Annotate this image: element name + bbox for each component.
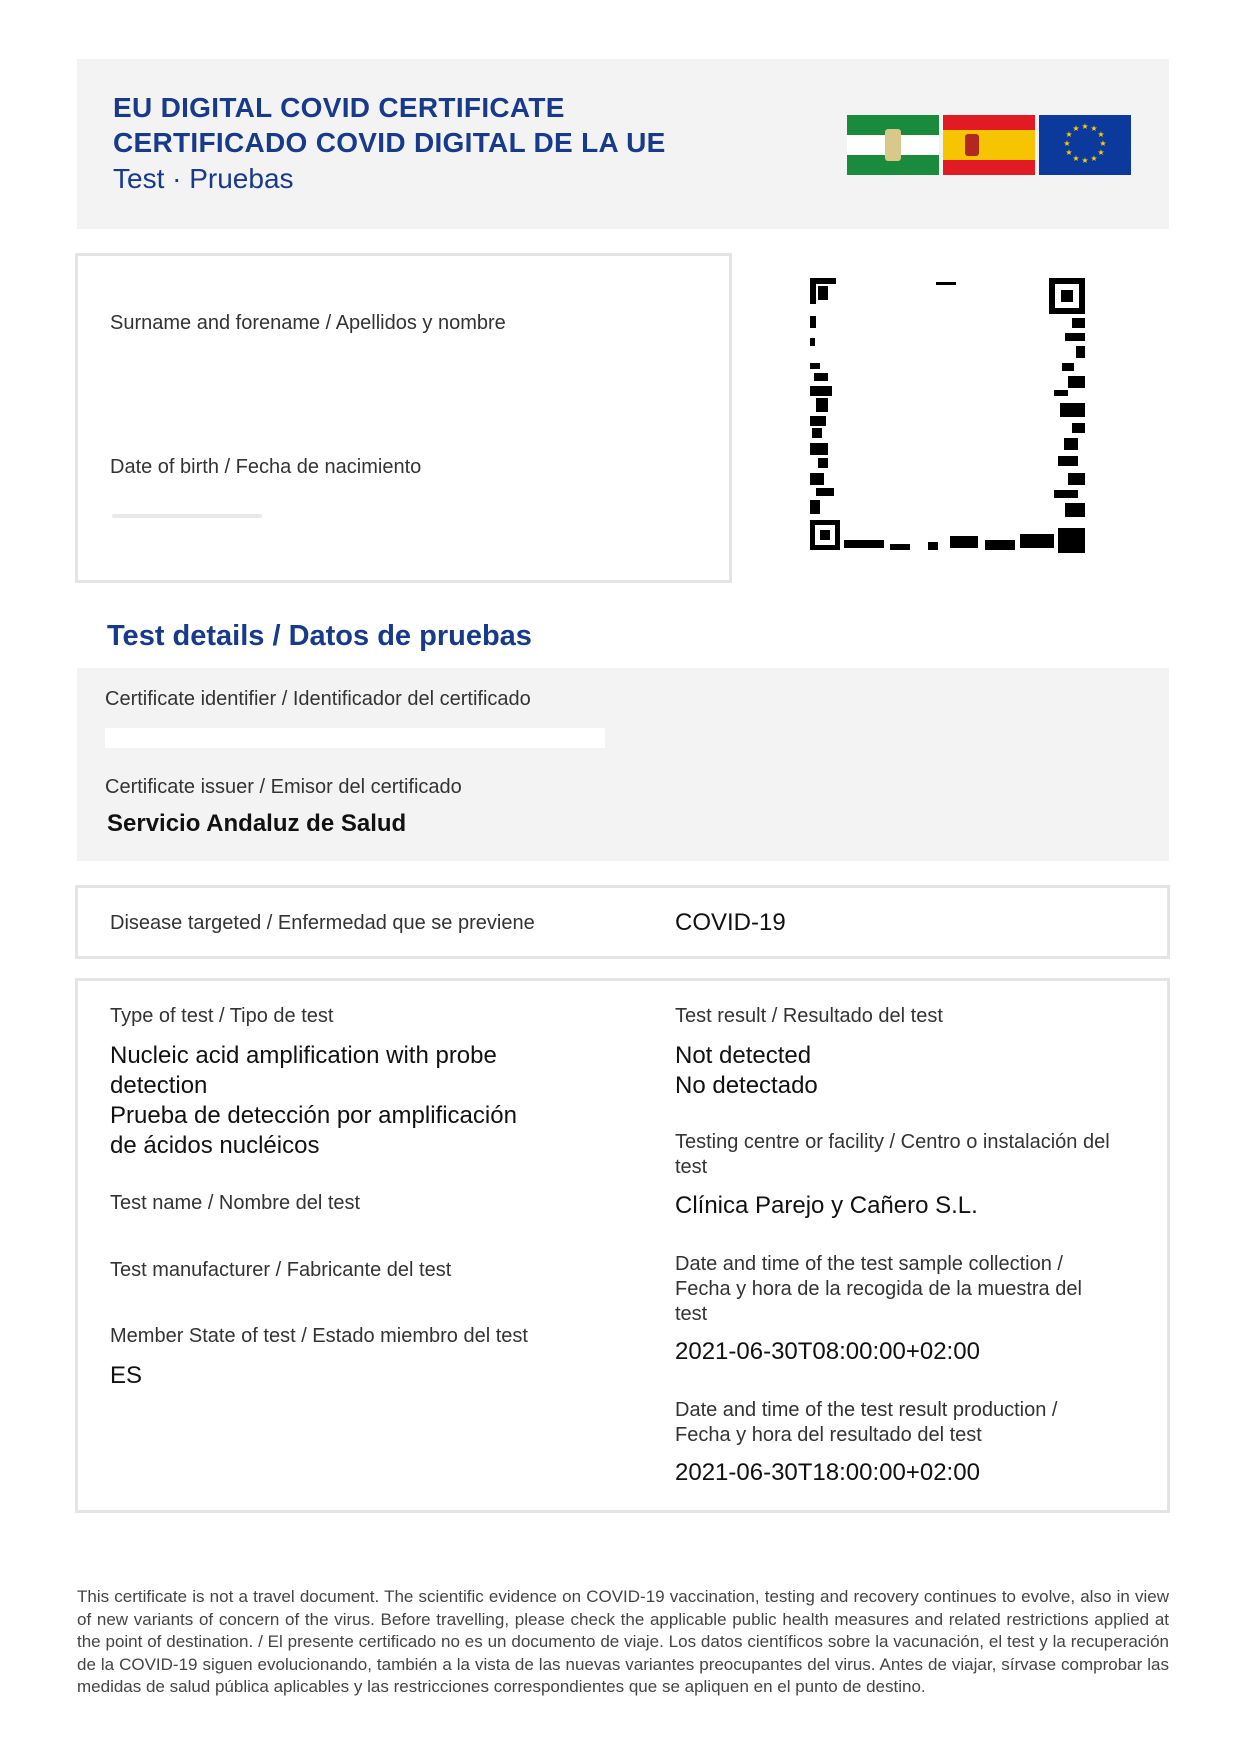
collection-date-label-line2: Fecha y hora de la recogida de la muestra del [675, 1278, 1082, 1300]
eu-flag-icon [1039, 115, 1131, 175]
andalucia-flag-icon [847, 115, 939, 175]
svg-text:★: ★ [1065, 148, 1073, 157]
svg-text:★: ★ [1097, 130, 1105, 139]
issuer-block [77, 668, 1169, 861]
redacted-certificate-id [105, 728, 605, 748]
test-name-label: Test name / Nombre del test [110, 1192, 361, 1214]
result-date-label-line1: Date and time of the test result production / [675, 1399, 1058, 1421]
issuer-label: Certificate issuer / Emisor del certificado [105, 776, 462, 798]
test-type-value-line1: Nucleic acid amplification with probe [110, 1042, 497, 1069]
result-date-value: 2021-06-30T18:00:00+02:00 [675, 1459, 980, 1486]
testing-centre-label-line2: test [675, 1156, 708, 1178]
certificate-title-es: CERTIFICADO COVID DIGITAL DE LA UE [113, 127, 666, 158]
test-type-value-line2: detection [110, 1072, 208, 1099]
svg-text:★: ★ [1072, 154, 1080, 163]
svg-text:★: ★ [1097, 148, 1105, 157]
svg-text:★: ★ [1090, 124, 1098, 133]
svg-text:★: ★ [1099, 139, 1107, 148]
svg-text:★: ★ [1063, 139, 1071, 148]
test-details-box [75, 978, 1170, 1513]
certificate-title-en: EU DIGITAL COVID CERTIFICATE [113, 92, 565, 123]
testing-centre-label-line1: Testing centre or facility / Centro o instalación del [675, 1131, 1110, 1153]
member-state-value: ES [110, 1362, 143, 1389]
disease-value: COVID-19 [675, 909, 786, 936]
test-result-value-line1: Not detected [675, 1042, 812, 1069]
personal-data-box [75, 253, 732, 583]
test-result-value-line2: No detectado [675, 1072, 818, 1099]
disclaimer-text: This certificate is not a travel document. The scientific evidence on COVID-19 vaccination, testing and recovery continues to evolve, also in view of new variants of concern of the virus. Before travelling, please check the applicable public health measures and related restrictions applied at the point of destination. / El presente certificado no es un documento de viaje. Los datos científicos sobre la vacunación, el test y la recuperación de la COVID-19 siguen evolucionando, también a la vista de las nuevas variantes preocupantes del virus. Antes de viajar, sírvase comprobar las medidas de salud pública aplicables y las restricciones correspondientes que se apliquen en el punto de destino. [77, 1587, 1169, 1697]
spain-flag-icon [943, 115, 1035, 175]
test-result-label: Test result / Resultado del test [675, 1005, 943, 1027]
issuer-value: Servicio Andaluz de Salud [107, 810, 407, 837]
section-title: Test details / Datos de pruebas [107, 620, 532, 652]
svg-text:★: ★ [1090, 154, 1098, 163]
member-state-label: Member State of test / Estado miembro del test [110, 1325, 528, 1347]
certificate-id-label: Certificate identifier / Identificador del certificado [105, 688, 531, 710]
testing-centre-value: Clínica Parejo y Cañero S.L. [675, 1192, 978, 1219]
test-type-value-line4: de ácidos nucléicos [110, 1132, 320, 1159]
qr-code [810, 278, 1085, 553]
test-type-value-line3: Prueba de detección por amplificación [110, 1102, 517, 1129]
certificate-subtitle: Test · Pruebas [113, 163, 294, 194]
svg-text:★: ★ [1072, 124, 1080, 133]
test-type-label: Type of test / Tipo de test [110, 1005, 334, 1027]
svg-text:★: ★ [1081, 122, 1089, 131]
redacted-dob [112, 514, 262, 518]
dob-label: Date of birth / Fecha de nacimiento [110, 456, 422, 478]
name-label: Surname and forename / Apellidos y nombre [110, 312, 506, 334]
svg-text:★: ★ [1081, 156, 1089, 165]
collection-date-label-line1: Date and time of the test sample collection / [675, 1253, 1063, 1275]
result-date-label-line2: Fecha y hora del resultado del test [675, 1424, 982, 1446]
collection-date-label-line3: test [675, 1303, 708, 1325]
disease-box [75, 885, 1170, 959]
disease-label: Disease targeted / Enfermedad que se previene [110, 912, 535, 934]
certificate-header [77, 59, 1169, 229]
collection-date-value: 2021-06-30T08:00:00+02:00 [675, 1338, 980, 1365]
test-manufacturer-label: Test manufacturer / Fabricante del test [110, 1259, 452, 1281]
svg-text:★: ★ [1065, 130, 1073, 139]
